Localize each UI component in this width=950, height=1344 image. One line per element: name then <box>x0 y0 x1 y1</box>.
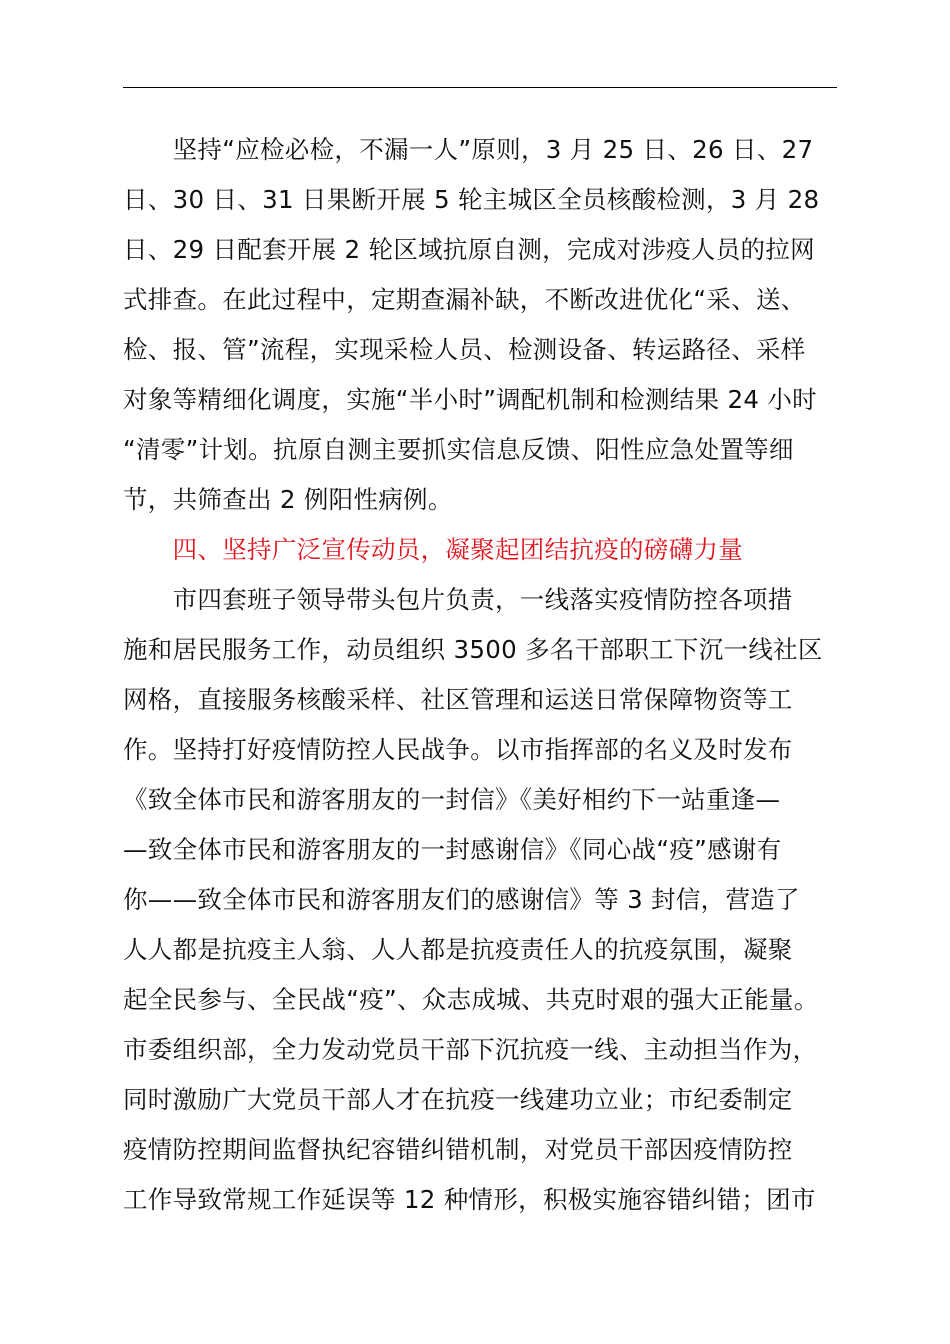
paragraph-1-line-5: 检、报、管”流程，实现采检人员、检测设备、转运路径、采样 <box>123 335 806 364</box>
section-heading: 四、坚持广泛宣传动员，凝聚起团结抗疫的磅礴力量 <box>123 535 743 564</box>
paragraph-1-line-7: “清零”计划。抗原自测主要抓实信息反馈、阳性应急处置等细 <box>123 435 794 464</box>
paragraph-1-line-1: 坚持“应检必检，不漏一人”原则，3 月 25 日、26 日、27 <box>123 135 814 164</box>
paragraph-2-line-6: —致全体市民和游客朋友的一封感谢信》《同心战“疫”感谢有 <box>123 835 782 864</box>
paragraph-2-line-3: 网格，直接服务核酸采样、社区管理和运送日常保障物资等工 <box>123 685 793 714</box>
paragraph-1-line-3: 日、29 日配套开展 2 轮区域抗原自测，完成对涉疫人员的拉网 <box>123 235 815 264</box>
paragraph-2-line-11: 同时激励广大党员干部人才在抗疫一线建功立业；市纪委制定 <box>123 1085 793 1114</box>
paragraph-2-line-9: 起全民参与、全民战“疫”、众志成城、共克时艰的强大正能量。 <box>123 985 819 1014</box>
paragraph-1-line-2: 日、30 日、31 日果断开展 5 轮主城区全员核酸检测，3 月 28 <box>123 185 820 214</box>
paragraph-1-line-6: 对象等精细化调度，实施“半小时”调配机制和检测结果 24 小时 <box>123 385 817 414</box>
paragraph-2-line-4: 作。坚持打好疫情防控人民战争。以市指挥部的名义及时发布 <box>123 735 793 764</box>
paragraph-1-line-8: 节，共筛查出 2 例阳性病例。 <box>123 485 453 514</box>
paragraph-2-line-10: 市委组织部，全力发动党员干部下沉抗疫一线、主动担当作为， <box>123 1035 818 1064</box>
paragraph-2-line-7: 你——致全体市民和游客朋友们的感谢信》等 3 封信，营造了 <box>123 885 800 914</box>
paragraph-2-line-5: 《致全体市民和游客朋友的一封信》《美好相约下一站重逢— <box>123 785 781 814</box>
paragraph-2-line-12: 疫情防控期间监督执纪容错纠错机制，对党员干部因疫情防控 <box>123 1135 793 1164</box>
paragraph-2-line-8: 人人都是抗疫主人翁、人人都是抗疫责任人的抗疫氛围，凝聚 <box>123 935 793 964</box>
paragraph-2-line-1: 市四套班子领导带头包片负责，一线落实疫情防控各项措 <box>123 585 793 614</box>
paragraph-2-line-2: 施和居民服务工作，动员组织 3500 多名干部职工下沉一线社区 <box>123 635 823 664</box>
header-rule <box>123 87 837 88</box>
paragraph-2-line-13: 工作导致常规工作延误等 12 种情形，积极实施容错纠错；团市 <box>123 1185 816 1214</box>
paragraph-1-line-4: 式排查。在此过程中，定期查漏补缺，不断改进优化“采、送、 <box>123 285 806 314</box>
